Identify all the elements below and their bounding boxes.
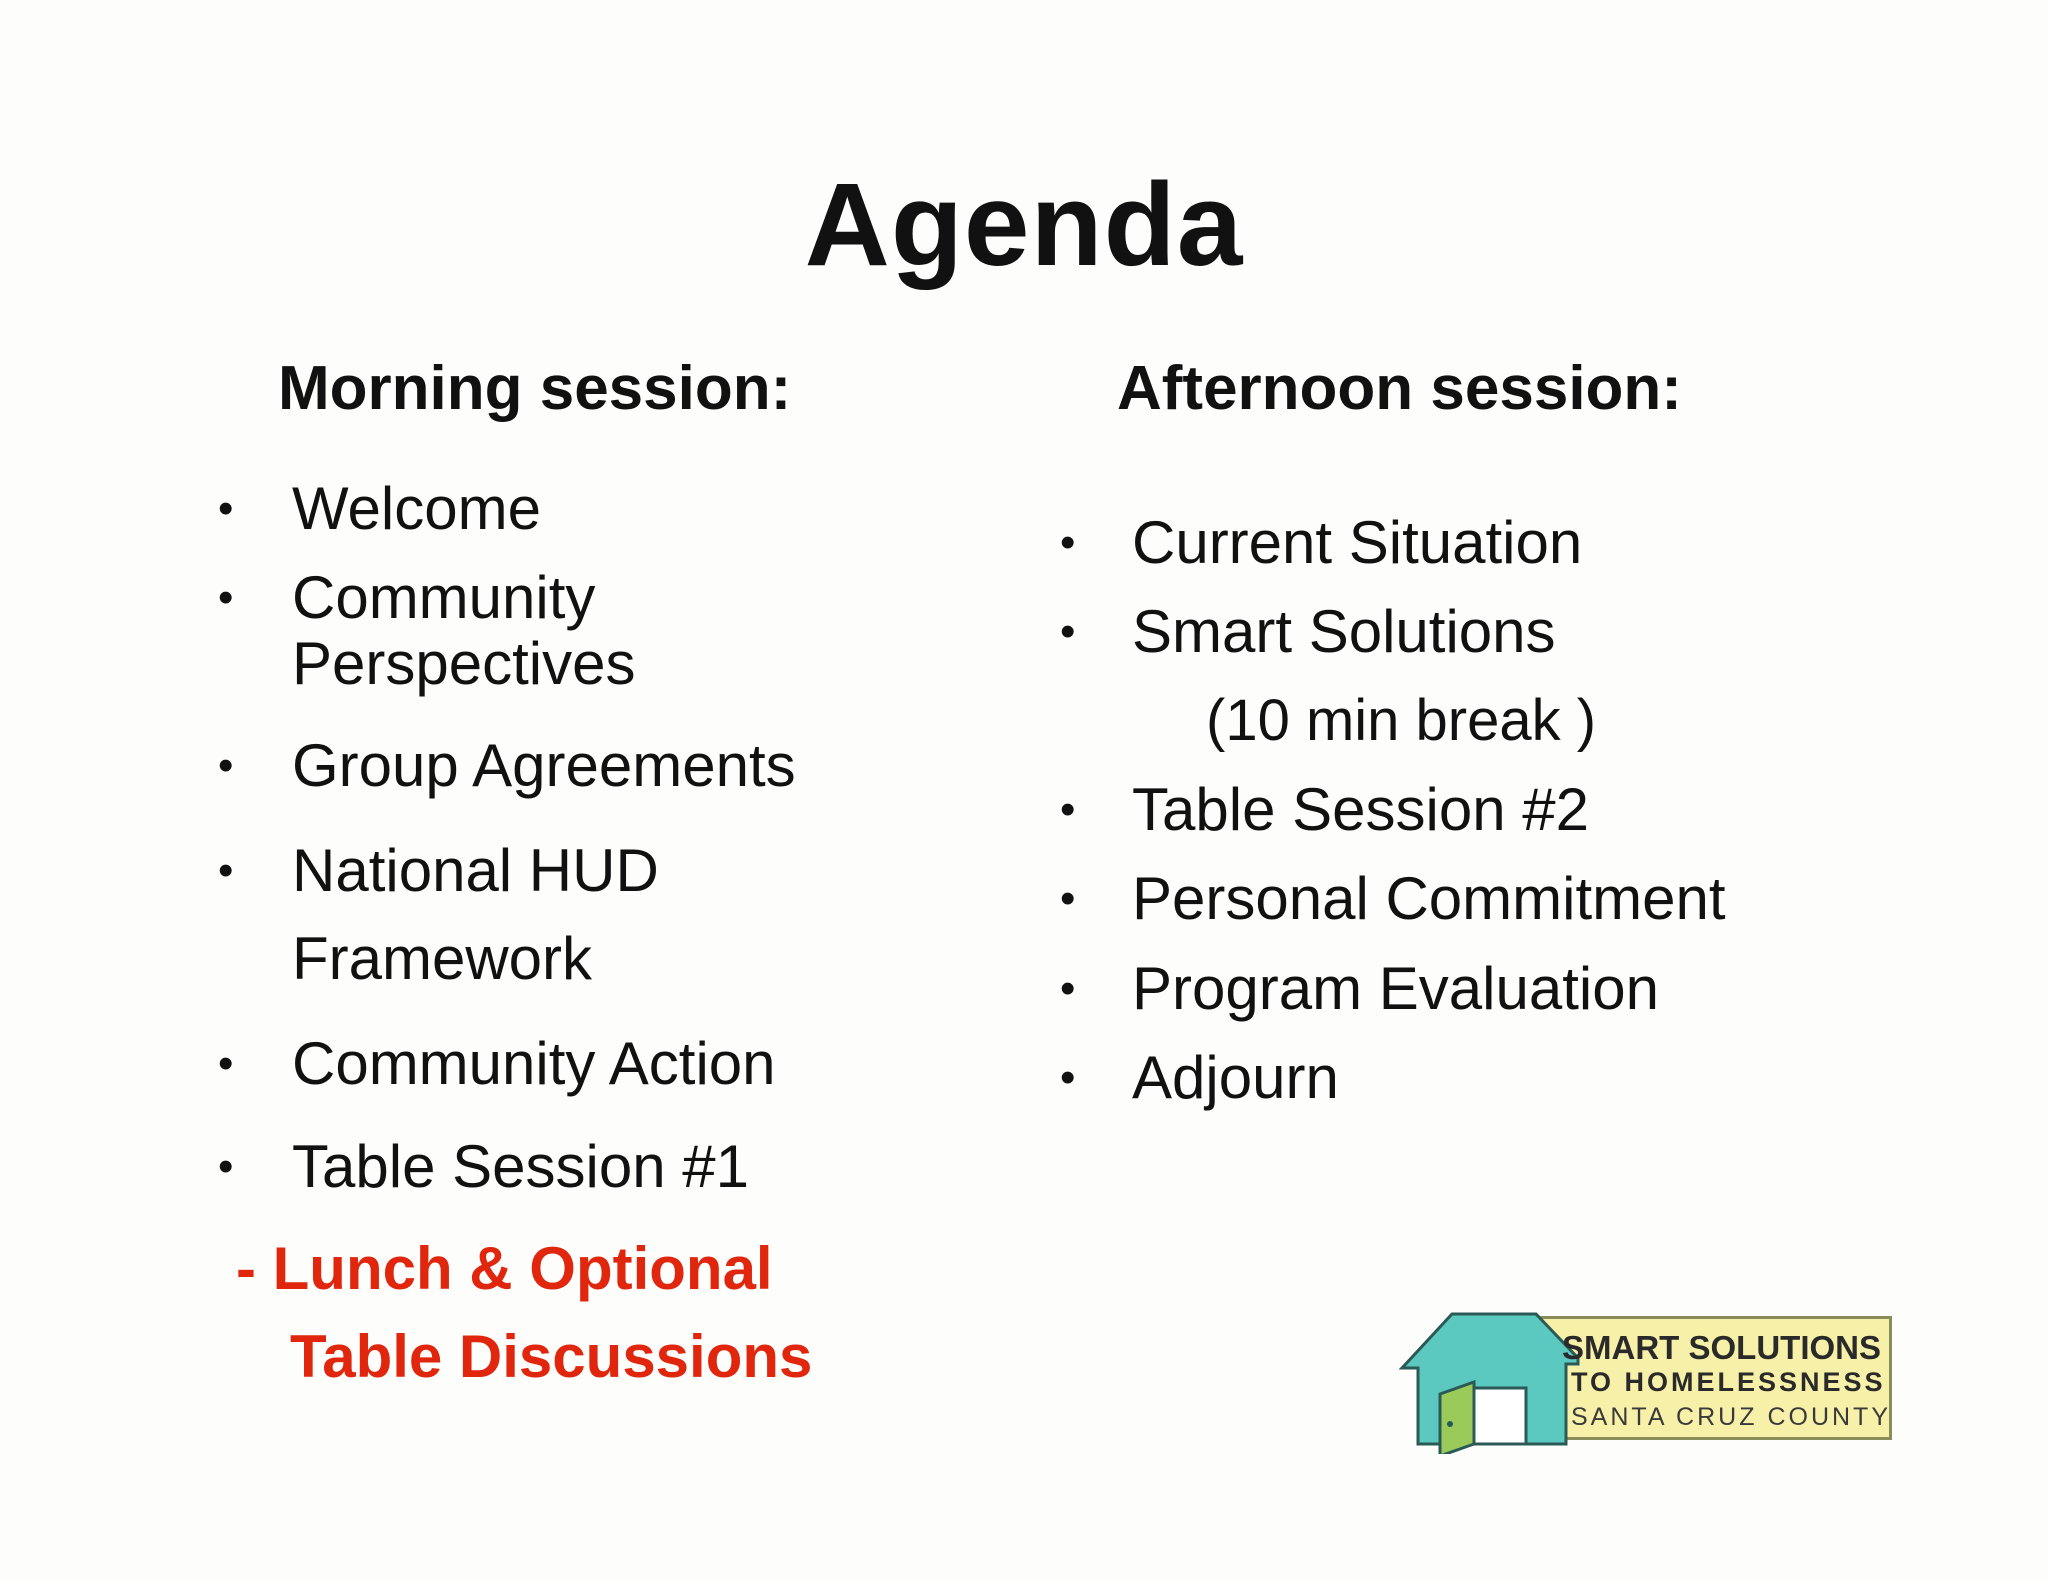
- bullet-icon: •: [1060, 1053, 1076, 1102]
- agenda-item-group-agreements: Group Agreements: [292, 732, 796, 799]
- agenda-item-program-evaluation: Program Evaluation: [1132, 955, 1659, 1022]
- bullet-icon: •: [218, 484, 234, 533]
- bullet-icon: •: [1060, 518, 1076, 567]
- agenda-item-perspectives: Perspectives: [292, 630, 636, 697]
- bullet-icon: •: [218, 846, 234, 895]
- agenda-item-national-hud: National HUD: [292, 837, 659, 904]
- logo-text-line1: SMART SOLUTIONS: [1562, 1329, 1881, 1366]
- bullet-icon: •: [218, 1142, 234, 1191]
- agenda-item-current-situation: Current Situation: [1132, 509, 1583, 576]
- bullet-icon: •: [1060, 964, 1076, 1013]
- bullet-icon: •: [218, 741, 234, 790]
- logo-text-line3: SANTA CRUZ COUNTY: [1571, 1403, 1891, 1431]
- bullet-icon: •: [218, 1039, 234, 1088]
- bullet-icon: •: [1060, 874, 1076, 923]
- bullet-icon: •: [1060, 785, 1076, 834]
- bullet-icon: •: [1060, 607, 1076, 656]
- agenda-item-framework: Framework: [292, 925, 593, 992]
- agenda-item-table-session-1: Table Session #1: [292, 1133, 749, 1200]
- afternoon-session-heading: Afternoon session:: [1117, 354, 1682, 423]
- lunch-note-line2: Table Discussions: [290, 1323, 813, 1390]
- agenda-item-personal-commitment: Personal Commitment: [1132, 865, 1726, 932]
- morning-session-heading: Morning session:: [278, 354, 792, 423]
- lunch-note-line1: - Lunch & Optional: [236, 1235, 773, 1302]
- agenda-item-community-action: Community Action: [292, 1030, 776, 1097]
- agenda-item-community: Community: [292, 564, 596, 631]
- agenda-item-adjourn: Adjourn: [1132, 1044, 1339, 1111]
- agenda-item-table-session-2: Table Session #2: [1132, 776, 1589, 843]
- break-note: (10 min break ): [1206, 688, 1597, 753]
- page-title: Agenda: [804, 159, 1244, 291]
- smart-solutions-logo: [1398, 1310, 1898, 1448]
- logo-text-line2: TO HOMELESSNESS: [1571, 1367, 1886, 1397]
- agenda-item-welcome: Welcome: [292, 475, 541, 542]
- bullet-icon: •: [218, 573, 234, 622]
- agenda-item-smart-solutions: Smart Solutions: [1132, 598, 1556, 665]
